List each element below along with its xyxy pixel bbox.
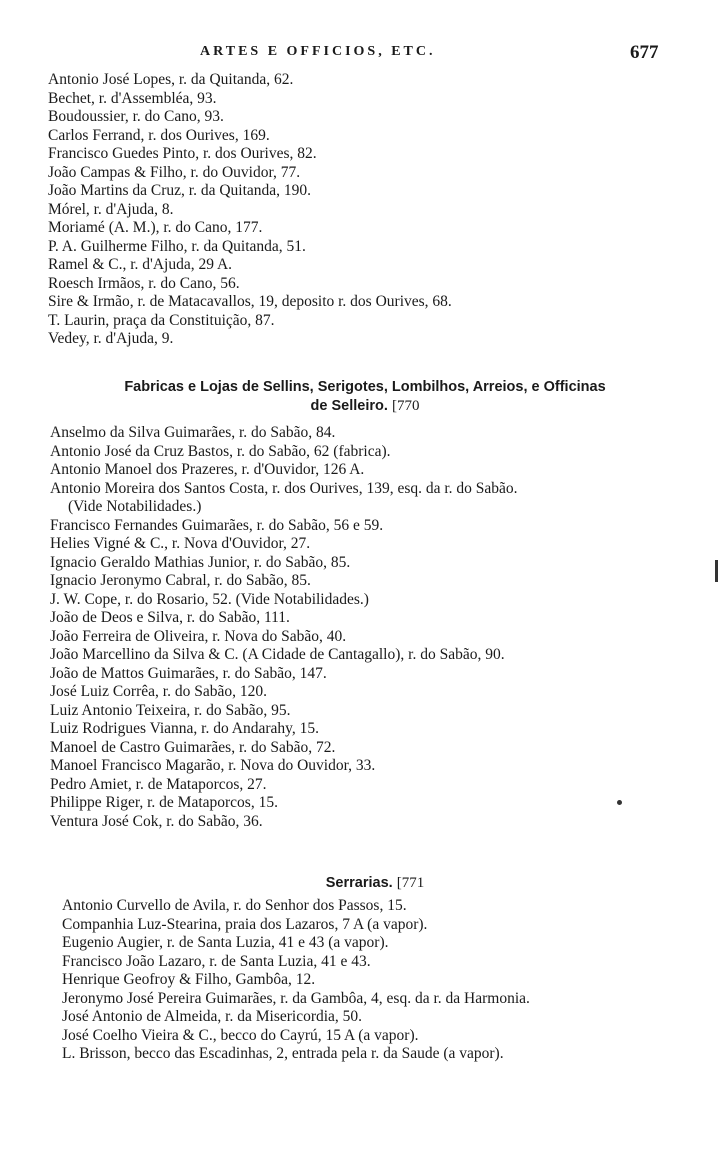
directory-entry: João Marcellino da Silva & C. (A Cidade de Cantagallo), r. do Sabão, 90. <box>50 646 505 663</box>
directory-entry: José Coelho Vieira & C., becco do Cayrú, 15 A (a vapor). <box>62 1026 419 1044</box>
directory-entry: Vedey, r. d'Ajuda, 9. <box>48 330 174 347</box>
directory-entry: Moriamé (A. M.), r. do Cano, 177. <box>48 219 263 236</box>
directory-entry: Manoel de Castro Guimarães, r. do Sabão, 72. <box>50 738 336 756</box>
page-header <box>0 42 725 68</box>
entry-list-serrarias <box>62 897 530 1064</box>
directory-entry: Ignacio Jeronymo Cabral, r. do Sabão, 85. <box>50 572 311 589</box>
directory-entry: Henrique Geofroy & Filho, Gambôa, 12. <box>62 971 316 988</box>
directory-entry: João de Deos e Silva, r. do Sabão, 111. <box>50 609 290 626</box>
directory-entry: Francisco Fernandes Guimarães, r. do Sabão, 56 e 59. <box>50 516 384 534</box>
directory-entry: João Campas & Filho, r. do Ouvidor, 77. <box>48 163 301 181</box>
directory-entry: J. W. Cope, r. do Rosario, 52. (Vide Notabilidades.) <box>50 590 369 608</box>
directory-entry: Antonio Moreira dos Santos Costa, r. dos Ourives, 139, esq. da r. do Sabão. <box>50 479 518 497</box>
directory-entry: L. Brisson, becco das Escadinhas, 2, entrada pela r. da Saude (a vapor). <box>62 1045 504 1062</box>
margin-ink-mark <box>715 560 718 582</box>
section-heading-serrarias <box>250 874 500 893</box>
directory-entry: Carlos Ferrand, r. dos Ourives, 169. <box>48 126 270 144</box>
directory-entry: T. Laurin, praça da Constituição, 87. <box>48 311 275 329</box>
entry-list-selleiro <box>50 424 518 831</box>
directory-entry: (Vide Notabilidades.) <box>68 498 202 515</box>
directory-entry: Helies Vigné & C., r. Nova d'Ouvidor, 27. <box>50 535 311 552</box>
section-number: [770 <box>391 398 420 414</box>
directory-entry: P. A. Guilherme Filho, r. da Quitanda, 51. <box>48 237 306 255</box>
directory-entry: José Luiz Corrêa, r. do Sabão, 120. <box>50 683 267 700</box>
directory-entry: João Martins da Cruz, r. da Quitanda, 190. <box>48 182 312 199</box>
section-heading-line: Fabricas e Lojas de Sellins, Serigotes, Lombilhos, Arreios, e Officinas <box>124 379 606 395</box>
directory-entry: Antonio José da Cruz Bastos, r. do Sabão, 62 (fabrica). <box>50 442 391 460</box>
section-heading-line <box>90 397 640 416</box>
directory-entry: Francisco Guedes Pinto, r. dos Ourives, 82. <box>48 145 317 162</box>
directory-entry: João Ferreira de Oliveira, r. Nova do Sabão, 40. <box>50 627 347 645</box>
directory-entry: Mórel, r. d'Ajuda, 8. <box>48 200 174 218</box>
directory-entry: Ramel & C., r. d'Ajuda, 29 A. <box>48 256 233 273</box>
section-number: [771 <box>396 875 425 891</box>
directory-entry: Philippe Riger, r. de Mataporcos, 15. <box>50 794 278 811</box>
entry-list-jewellers <box>48 71 452 349</box>
directory-entry: Roesch Irmãos, r. do Cano, 56. <box>48 274 240 292</box>
directory-entry: Manoel Francisco Magarão, r. Nova do Ouvidor, 33. <box>50 757 376 774</box>
directory-entry: Antonio Manoel dos Prazeres, r. d'Ouvidor, 126 A. <box>50 461 365 478</box>
running-head: ARTES E OFFICIOS, ETC. <box>200 44 436 59</box>
directory-entry: Antonio José Lopes, r. da Quitanda, 62. <box>48 71 294 88</box>
directory-entry: Pedro Amiet, r. de Mataporcos, 27. <box>50 775 267 793</box>
directory-entry: Boudoussier, r. do Cano, 93. <box>48 108 224 125</box>
directory-entry: Francisco João Lazaro, r. de Santa Luzia, 41 e 43. <box>62 952 371 970</box>
directory-entry: Antonio Curvello de Avila, r. do Senhor dos Passos, 15. <box>62 897 407 914</box>
directory-entry: José Antonio de Almeida, r. da Misericordia, 50. <box>62 1008 363 1025</box>
ink-dot-mark <box>617 800 622 805</box>
directory-entry: Sire & Irmão, r. de Matacavallos, 19, deposito r. dos Ourives, 68. <box>48 293 452 310</box>
directory-entry: Jeronymo José Pereira Guimarães, r. da Gambôa, 4, esq. da r. da Harmonia. <box>62 989 530 1007</box>
section-heading-line-2: de Selleiro. <box>310 398 388 414</box>
directory-entry: Luiz Antonio Teixeira, r. do Sabão, 95. <box>50 701 291 719</box>
page-number: 677 <box>630 42 659 63</box>
section-heading-title: Serrarias. <box>325 875 393 891</box>
directory-entry: João de Mattos Guimarães, r. do Sabão, 147. <box>50 664 327 682</box>
directory-entry: Anselmo da Silva Guimarães, r. do Sabão, 84. <box>50 424 336 441</box>
directory-entry: Ignacio Geraldo Mathias Junior, r. do Sabão, 85. <box>50 553 351 571</box>
directory-entry: Bechet, r. d'Assembléa, 93. <box>48 89 217 107</box>
directory-entry: Companhia Luz-Stearina, praia dos Lazaros, 7 A (a vapor). <box>62 915 428 933</box>
directory-entry: Eugenio Augier, r. de Santa Luzia, 41 e 43 (a vapor). <box>62 934 389 951</box>
directory-entry: Luiz Rodrigues Vianna, r. do Andarahy, 15. <box>50 720 319 737</box>
directory-entry: Ventura José Cok, r. do Sabão, 36. <box>50 812 263 830</box>
section-heading-selleiro <box>90 378 640 416</box>
